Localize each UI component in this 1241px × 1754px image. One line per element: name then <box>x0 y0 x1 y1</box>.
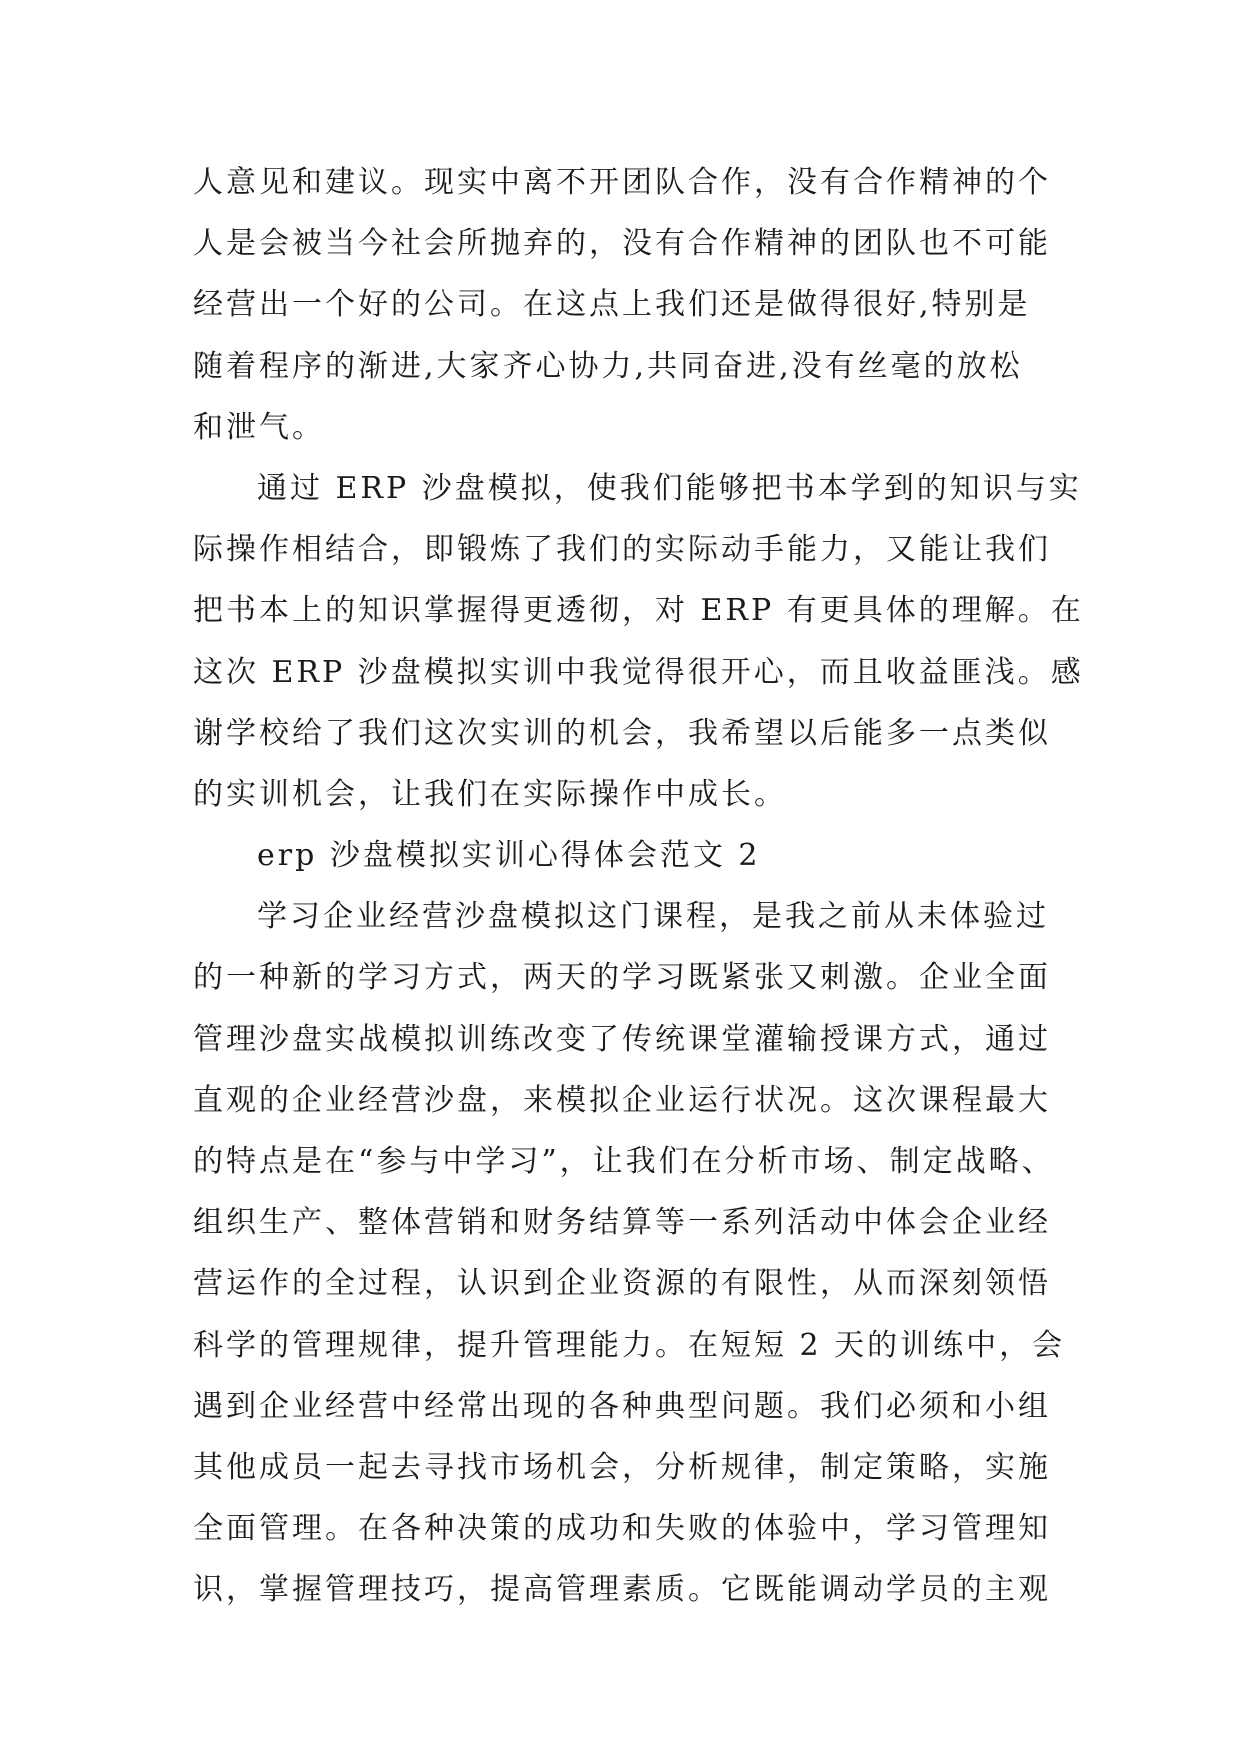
text-line: 的一种新的学习方式，两天的学习既紧张又刺激。企业全面 <box>193 960 1051 996</box>
text-line: 和泄气。 <box>193 409 325 445</box>
text-line: 遇到企业经营中经常出现的各种典型问题。我们必须和小组 <box>193 1388 1051 1424</box>
text-line: 直观的企业经营沙盘，来模拟企业运行状况。这次课程最大 <box>193 1082 1051 1118</box>
text-line: 营运作的全过程，认识到企业资源的有限性，从而深刻领悟 <box>193 1266 1051 1302</box>
text-line: 科学的管理规律，提升管理能力。在短短 2 天的训练中，会 <box>193 1327 1066 1363</box>
text-line: 人意见和建议。现实中离不开团队合作，没有合作精神的个 <box>193 165 1051 200</box>
text-line: 全面管理。在各种决策的成功和失败的体验中，学习管理知 <box>193 1511 1051 1547</box>
text-line: 的特点是在“参与中学习”，让我们在分析市场、制定战略、 <box>193 1144 1055 1179</box>
text-line: 随着程序的渐进,大家齐心协力,共同奋进,没有丝毫的放松 <box>193 348 1023 384</box>
paragraph-first-line: 学习企业经营沙盘模拟这门课程，是我之前从未体验过 <box>257 899 1049 935</box>
text-line: 这次 ERP 沙盘模拟实训中我觉得很开心，而且收益匪浅。感 <box>193 654 1084 690</box>
text-line: 谢学校给了我们这次实训的机会，我希望以后能多一点类似 <box>193 715 1051 751</box>
text-line: 经营出一个好的公司。在这点上我们还是做得很好,特别是 <box>193 287 1031 323</box>
document-body <box>193 152 1084 1621</box>
section-heading: erp 沙盘模拟实训心得体会范文 2 <box>257 838 761 874</box>
text-line: 把书本上的知识掌握得更透彻，对 ERP 有更具体的理解。在 <box>193 593 1084 629</box>
text-line: 管理沙盘实战模拟训练改变了传统课堂灌输授课方式，通过 <box>193 1021 1051 1057</box>
text-line: 际操作相结合，即锻炼了我们的实际动手能力，又能让我们 <box>193 532 1051 568</box>
paragraph-first-line: 通过 ERP 沙盘模拟，使我们能够把书本学到的知识与实 <box>257 470 1082 506</box>
text-line: 的实训机会，让我们在实际操作中成长。 <box>193 776 787 812</box>
text-line: 人是会被当今社会所抛弃的，没有合作精神的团队也不可能 <box>193 226 1051 262</box>
text-line: 组织生产、整体营销和财务结算等一系列活动中体会企业经 <box>193 1205 1051 1241</box>
text-line: 识，掌握管理技巧，提高管理素质。它既能调动学员的主观 <box>193 1572 1051 1608</box>
text-line: 其他成员一起去寻找市场机会，分析规律，制定策略，实施 <box>193 1449 1051 1485</box>
